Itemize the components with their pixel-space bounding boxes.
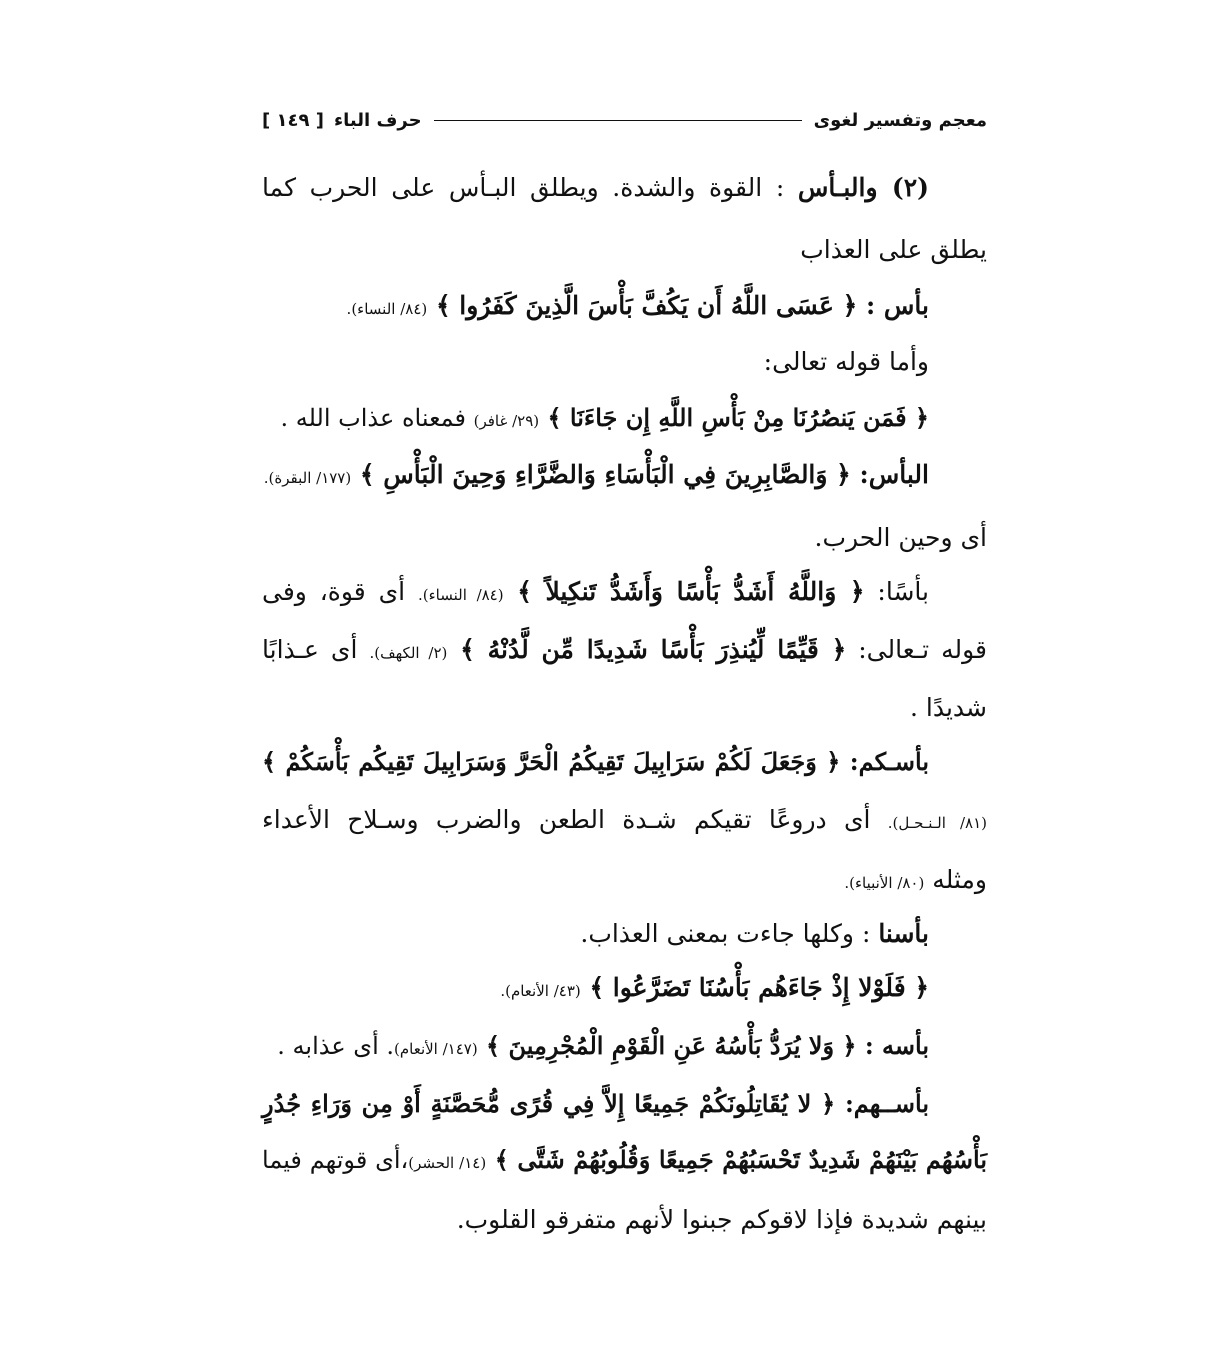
- text-line: بأسه : ﴿ وَلا يُرَدُّ بَأْسُهُ عَنِ الْقَوْمِ الْمُجْرِمِينَ ﴾ (١٤٧/ الأنعام). أى عذابه .: [277, 1031, 929, 1060]
- text-line: ﴿ فَمَن يَنصُرُنَا مِنْ بَأْسِ اللَّهِ إِن جَاءَنَا ﴾ (٢٩/ غافر) فمعناه عذاب الله .: [280, 403, 929, 432]
- text-line: بينهم شديدة فإذا لاقوكم جبنوا لأنهم متفرقو القلوب.: [456, 1205, 987, 1234]
- text-line: بأس : ﴿ عَسَى اللَّهُ أَن يَكُفَّ بَأْسَ الَّذِينَ كَفَرُوا ﴾ (٨٤/ النساء).: [346, 291, 929, 320]
- text-line: وأما قوله تعالى:: [763, 347, 929, 376]
- text-line: قوله تـعالى: ﴿ قَيِّمًا لِّيُنذِرَ بَأْسًا شَدِيدًا مِّن لَّدُنْهُ ﴾ (٢/ الكهف). أى عـذابًا: [262, 635, 988, 664]
- text-line: بَأْسُهُم بَيْنَهُمْ شَدِيدٌ تَحْسَبُهُمْ جَمِيعًا وَقُلُوبُهُمْ شَتَّى ﴾ (١٤/ الحشر)،أى قوتهم فيما: [262, 1145, 987, 1174]
- book-title: معجم وتفسير لغوى: [813, 109, 987, 131]
- page-number: [ ١٤٩ ]: [262, 109, 324, 131]
- text-line: بأسًا: ﴿ وَاللَّهُ أَشَدُّ بَأْسًا وَأَشَدُّ تَنكِيلاً ﴾ (٨٤/ النساء). أى قوة، وفى: [262, 577, 929, 606]
- text-line: يطلق على العذاب: [800, 235, 987, 264]
- text-line: (٨١/ الـنـحـل). أى دروعًا تقيكم شـدة الطعن والضرب وسـلاح الأعداء: [262, 805, 987, 834]
- header-rule: [434, 120, 802, 121]
- text-line: ﴿ فَلَوْلا إِذْ جَاءَهُم بَأْسُنَا تَضَرَّعُوا ﴾ (٤٣/ الأنعام).: [500, 973, 929, 1002]
- running-header: [262, 100, 987, 140]
- text-line: البأس: ﴿ وَالصَّابِرِينَ فِي الْبَأْسَاءِ وَالضَّرَّاءِ وَحِينَ الْبَأْسِ ﴾ (١٧٧/ البقرة).: [263, 460, 929, 489]
- section-title: حرف الباء: [333, 109, 422, 131]
- text-line: بأسـكم: ﴿ وَجَعَلَ لَكُمْ سَرَابِيلَ تَقِيكُمُ الْحَرَّ وَسَرَابِيلَ تَقِيكُم بَأْسَكُمْ ﴾: [262, 747, 929, 776]
- text-line: ومثله (٨٠/ الأنبياء).: [844, 865, 987, 894]
- text-line: بأســهم: ﴿ لا يُقَاتِلُونَكُمْ جَمِيعًا إِلاَّ فِي قُرًى مُّحَصَّنَةٍ أَوْ مِن وَرَاءِ جُدُرٍ: [262, 1089, 929, 1118]
- text-line: أى وحين الحرب.: [814, 523, 987, 552]
- text-line: شديدًا .: [910, 693, 987, 722]
- text-line: (٢) والبـأس : القوة والشدة. ويطلق البـأس على الحرب كما: [262, 173, 930, 202]
- text-line: بأسنا : وكلها جاءت بمعنى العذاب.: [580, 919, 929, 948]
